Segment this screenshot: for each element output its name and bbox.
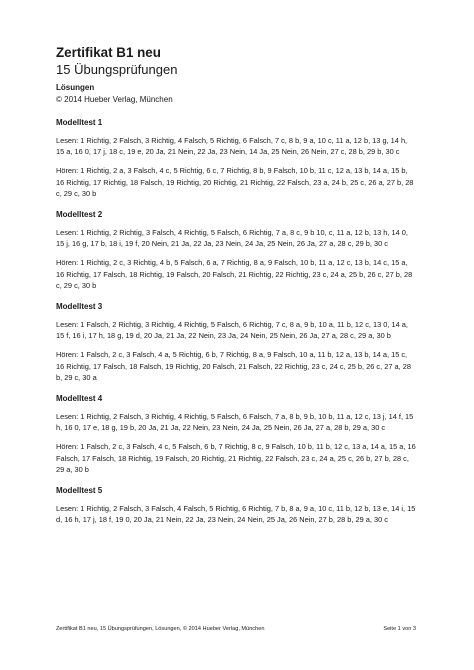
test-section-5 bbox=[56, 485, 416, 525]
test-heading: Modelltest 3 bbox=[56, 302, 103, 312]
listening-answers: Hören: 1 Falsch, 2 c, 3 Falsch, 4 c, 5 Falsch, 6 b, 7 Richtig, 8 c, 9 Falsch, 10 b, 11 b, 12 c, 13 a, 14 a, 15 a, 16 Falsch, 17 Falsch, 18 Richtig, 19 Falsch, 20 Richtig, 21 Richtig, 22 Falsch, 23 c, 24 a, 25 c, 26 b, 27 b, 28 c, 29 a, 30 b bbox=[56, 442, 416, 474]
reading-answers: Lesen: 1 Richtig, 2 Falsch, 3 Richtig, 4 Falsch, 5 Richtig, 6 Falsch, 7 c, 8 b, 9 a, 10 c, 11 a, 12 b, 13 g, 14 h, 15 a, 16 0, 17 j, 18 c, 19 e, 20 Ja, 21 Nein, 22 Ja, 23 Nein, 14 Ja, 25 Nein, 26 Nein, 27 c, 28 b, 29 b, 30 c bbox=[56, 136, 408, 157]
reading-answers: Lesen: 1 Falsch, 2 Richtig, 3 Richtig, 4 Richtig, 5 Falsch, 6 Richtig, 7 c, 8 a, 9 b, 10 a, 11 b, 12 c, 13 0, 14 a, 15 f, 16 i, 17 h, 18 g, 19 d, 20 Ja, 21 Ja, 22 Nein, 23 Ja, 24 Nein, 25 Nein, 26 Ja, 27 a, 28 c, 29 a, 30 b bbox=[56, 320, 408, 341]
document-title: Zertifikat B1 neu bbox=[56, 45, 161, 60]
reading-answers: Lesen: 1 Richtig, 2 Falsch, 3 Richtig, 4 Richtig, 5 Falsch, 6 Falsch, 7 a, 8 b, 9 b, 10 b, 11 a, 12 c, 13 j, 14 f, 15 h, 16 0, 17 e, 18 g, 19 b, 20 Ja, 21 Ja, 22 Nein, 23 Nein, 24 Ja, 25 Nein, 26 Ja, 27 a, 28 b, 29 a, 30 c bbox=[56, 412, 414, 433]
test-heading: Modelltest 1 bbox=[56, 118, 103, 127]
test-section-2 bbox=[56, 209, 416, 291]
listening-answers: Hören: 1 Richtig, 2 a, 3 Falsch, 4 c, 5 Richtig, 6 c, 7 Richtig, 8 b, 9 Falsch, 10 b, 11 c, 12 a, 13 b, 14 a, 15 b, 16 Richtig, 17 Richtig, 18 Falsch, 19 Richtig, 20 Richtig, 21 Richtig, 22 Falsch, 23 a, 24 b, 25 c, 26 a, 27 b, 28 c, 29 c, 30 b bbox=[56, 166, 414, 198]
footer-citation: Zertifikat B1 neu, 15 Übungsprüfungen, Lösungen, © 2014 Hueber Verlag, München bbox=[56, 626, 265, 632]
page-number: Seite 1 von 3 bbox=[383, 626, 416, 632]
reading-answers: Lesen: 1 Richtig, 2 Falsch, 3 Falsch, 4 Falsch, 5 Richtig, 6 Richtig, 7 b, 8 a, 9 a, 10 c, 11 b, 12 b, 13 e, 14 i, 15 d, 16 h, 17 j, 18 f, 19 0, 20 Ja, 21 Nein, 22 Ja, 23 Nein, 24 Nein, 25 Ja, 26 Nein, 27 b, 28 b, 29 a, 30 c bbox=[56, 504, 416, 525]
test-heading: Modelltest 2 bbox=[56, 210, 103, 220]
listening-answers: Hören: 1 Falsch, 2 c, 3 Falsch, 4 a, 5 Richtig, 6 b, 7 Richtig, 8 a, 9 Falsch, 10 a, 11 b, 12 a, 13 b, 14 a, 15 c, 16 Richtig, 17 Falsch, 18 Falsch, 19 Richtig, 20 Falsch, 21 Falsch, 22 Richtig, 23 c, 24 c, 25 b, 26 c, 27 a, 28 b, 29 c, 30 a bbox=[56, 350, 411, 382]
test-heading: Modelltest 5 bbox=[56, 486, 103, 496]
test-section-1 bbox=[56, 117, 416, 199]
document-content bbox=[56, 44, 416, 525]
solutions-label: Lösungen bbox=[56, 83, 95, 92]
reading-answers: Lesen: 1 Richtig, 2 Richtig, 3 Falsch, 4 Richtig, 5 Falsch, 6 Richtig, 7 a, 8 c, 9 b 10, c, 11 a, 12 b, 13 h, 14 0, 15 j, 16 g, 17 b, 18 i, 19 f, 20 Nein, 21 Ja, 22 Ja, 23 Nein, 24 Ja, 25 Nein, 26 Ja, 27 a, 28 c, 29 b, 30 c bbox=[56, 228, 408, 249]
test-section-3 bbox=[56, 301, 416, 383]
copyright-line: © 2014 Hueber Verlag, München bbox=[56, 95, 173, 104]
test-section-4 bbox=[56, 393, 416, 475]
test-heading: Modelltest 4 bbox=[56, 394, 103, 404]
listening-answers: Hören: 1 Richtig, 2 c, 3 Richtig, 4 b, 5 Falsch, 6 a, 7 Richtig, 8 a, 9 Falsch, 10 b, 11 a, 12 c, 13 b, 14 c, 15 a, 16 Richtig, 17 Falsch, 18 Richtig, 19 Falsch, 20 Falsch, 21 Richtig, 22 Richtig, 23 c, 24 a, 25 b, 26 c, 27 b, 28 c, 29 c, 30 b bbox=[56, 258, 413, 290]
document-subtitle: 15 Übungsprüfungen bbox=[56, 62, 178, 77]
